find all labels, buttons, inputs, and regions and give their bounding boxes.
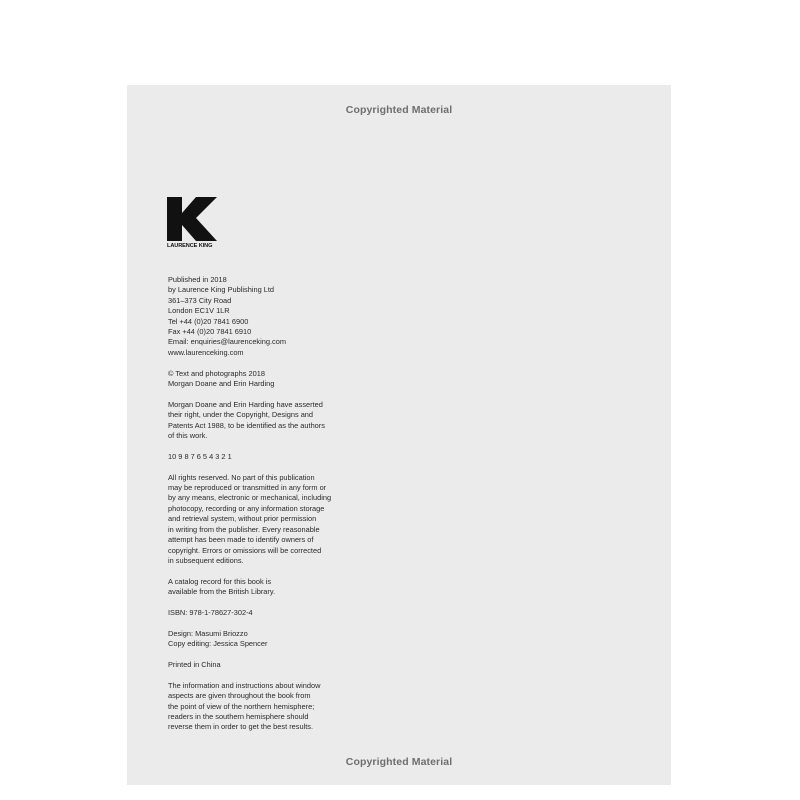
imprint-paragraph: Printed in China	[168, 659, 221, 669]
imprint-paragraph: ISBN: 978-1-78627-302-4	[168, 607, 253, 617]
imprint-paragraph: 10 9 8 7 6 5 4 3 2 1	[168, 451, 232, 461]
imprint-paragraph: © Text and photographs 2018 Morgan Doane and Erin Harding	[168, 368, 275, 389]
imprint-paragraph: Published in 2018 by Laurence King Publishing Ltd 361–373 City Road London EC1V 1LR Tel +44 (0)20 7841 6900 Fax +44 (0)20 7841 6910 Email: enquiries@laurenceking.com www.laurenceking.com	[168, 275, 287, 357]
book-page	[127, 85, 671, 785]
k-logo-icon	[167, 197, 221, 241]
imprint-paragraph: A catalog record for this book is available from the British Library.	[168, 576, 276, 597]
logo-wordmark: LAURENCE KING	[167, 243, 213, 249]
imprint-text	[168, 275, 358, 743]
imprint-paragraph: Morgan Doane and Erin Harding have asserted their right, under the Copyright, Designs and Patents Act 1988, to be identified as the authors of this work.	[168, 399, 325, 441]
copyright-footer: Copyrighted Material	[345, 756, 453, 768]
imprint-paragraph: All rights reserved. No part of this publication may be reproduced or transmitted in any form or by any means, electronic or mechanical, including photocopy, recording or any information storage and retrieval system, without prior permission in writing from the publisher. Every reasonable attempt has been made to identify owners of copyright. Errors or omissions will be corrected in subsequent editions.	[168, 472, 332, 565]
copyright-header: Copyrighted Material	[345, 104, 453, 116]
imprint-paragraph: The information and instructions about window aspects are given throughout the book from the point of view of the northern hemisphere; readers in the southern hemisphere should reverse them in order to get the best results.	[168, 680, 321, 732]
publisher-logo	[167, 197, 221, 253]
imprint-paragraph: Design: Masumi Briozzo Copy editing: Jessica Spencer	[168, 628, 268, 649]
